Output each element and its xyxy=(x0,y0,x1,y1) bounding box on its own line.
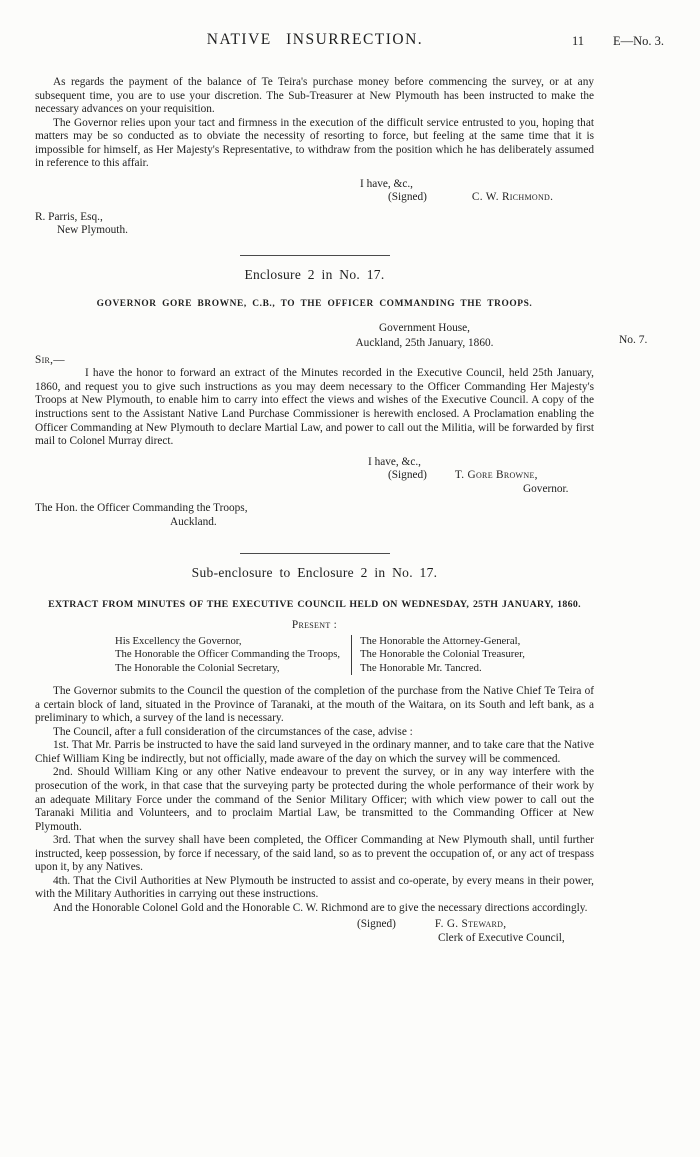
date-line: Auckland, 25th January, 1860. xyxy=(355,337,494,350)
present-member: The Honorable the Attorney-General, xyxy=(360,635,521,647)
minutes-closing: And the Honorable Colonel Gold and the Honorable C. W. Richmond are to give the necessary directions accordingly. xyxy=(53,901,588,914)
signed-label: (Signed) xyxy=(388,191,427,204)
present-label: Present : xyxy=(291,619,338,632)
present-member: The Honorable the Colonial Treasurer, xyxy=(360,648,525,661)
signature-block xyxy=(35,918,594,945)
enclosure-subheading: GOVERNOR GORE BROWNE, C.B., TO THE OFFICER COMMANDING THE TROOPS. xyxy=(96,299,533,310)
signature-line xyxy=(35,918,594,932)
present-member: His Excellency the Governor, xyxy=(115,635,242,647)
subenclosure-heading: Sub-enclosure to Enclosure 2 in No. 17. xyxy=(191,565,438,581)
document-body xyxy=(35,76,594,946)
signature-line xyxy=(35,469,594,483)
minutes-item: 3rd. That when the survey shall have been completed, the Officer Commanding at New Plymouth shall, until further instructed, keep possession, by force if necessary, of the said land, so as to prevent the occupation of, or any act of trespass upon it, by any Natives. xyxy=(35,834,594,874)
minutes-item: 4th. That the Civil Authorities at New Plymouth be instructed to assist and co-operate, by every means in their power, with the Military Authorities in carrying out these instructions. xyxy=(35,874,594,901)
valediction: I have, &c., xyxy=(360,177,414,190)
signatory-title: Governor. xyxy=(523,482,569,495)
sub-enclosure xyxy=(35,565,594,945)
addressee-line: Auckland. xyxy=(170,515,217,528)
addressee-line: New Plymouth. xyxy=(57,224,128,237)
doc-reference: E—No. 3. xyxy=(613,34,665,48)
letter-paragraph: The Governor relies upon your tact and firmness in the execution of the difficult service entrusted to you, hoping that matters may be so conducted as to obviate the necessity of resorting to force, but feeling at the same time that it is impossible for himself, as Her Majesty's Representative, to withdraw from the position which he has deliberately assumed in reference to this affair. xyxy=(35,116,594,170)
minutes-paragraph: The Governor submits to the Council the question of the completion of the purchase from the Native Chief Te Teira of a certain block of land, situated in the Province of Taranaki, at the mouth of the Waitara, on its South and left bank, as a preliminary to which, a survey of the land is necessary. xyxy=(35,685,594,725)
present-column-left xyxy=(115,635,352,675)
letter-richmond xyxy=(35,76,594,238)
signatory-name: F. G. Steward, xyxy=(434,918,507,931)
enclosure-2 xyxy=(35,267,594,529)
addressee-line: The Hon. the Officer Commanding the Troops, xyxy=(35,502,248,515)
signed-label: (Signed) xyxy=(357,918,396,931)
signatory-name: T. Gore Browne, xyxy=(454,469,538,482)
extract-heading: EXTRACT FROM MINUTES OF THE EXECUTIVE COUNCIL HELD ON WEDNESDAY, 25TH JANUARY, 1860. xyxy=(48,598,581,610)
signatory-name: C. W. Richmond. xyxy=(471,191,554,204)
salutation: Sir,— xyxy=(35,353,65,366)
place-date-block xyxy=(255,321,594,350)
letter-paragraph: As regards the payment of the balance of Te Teira's purchase money before commencing the survey, or at any subsequent time, you are to use your discretion. The Sub-Treasurer at New Plymouth has been instructed to make the necessary advances on your requisition. xyxy=(35,76,594,116)
present-member: The Honorable the Officer Commanding the Troops, xyxy=(115,648,341,661)
addressee-block xyxy=(35,211,594,238)
signed-label: (Signed) xyxy=(388,469,427,482)
signature-block xyxy=(35,178,594,205)
letter-paragraph: I have the honor to forward an extract of the Minutes recorded in the Executive Council, held 25th January, 1860, and request you to give such instructions as you may deem necessary to the Officer Commanding Her Majesty's Troops at New Plymouth, to enable him to carry into effect the views and wishes of the Executive Council. A copy of the instructions sent to the Assistant Native Land Purchase Commissioner is herewith enclosed. A Proclamation enabling the Officer Commanding at New Plymouth to declare Martial Law, and power to call out the Militia, will be forwarded by first mail to Colonel Murray direct. xyxy=(35,367,594,448)
signature-line xyxy=(35,191,594,205)
page-number: 11 xyxy=(572,34,585,48)
minutes-paragraph: The Council, after a full consideration of the circumstances of the case, advise : xyxy=(53,725,413,738)
present-member: The Honorable Mr. Tancred. xyxy=(360,661,482,674)
margin-note-no7: No. 7. xyxy=(619,334,648,346)
signatory-title: Clerk of Executive Council, xyxy=(438,931,565,944)
enclosure-heading: Enclosure 2 in No. 17. xyxy=(244,267,385,283)
valediction: I have, &c., xyxy=(368,455,422,468)
signature-block xyxy=(35,456,594,497)
section-divider xyxy=(240,553,390,554)
page-title: NATIVE INSURRECTION. xyxy=(206,31,424,48)
present-columns xyxy=(115,635,594,675)
present-member: The Honorable the Colonial Secretary, xyxy=(115,661,280,674)
addressee-block xyxy=(35,502,594,529)
minutes-item: 2nd. Should William King or any other Native endeavour to prevent the survey, or in any way interfere with the prosecution of the work, in that case that the surveying party be protected during the whole performance of their work by an adequate Military Force under the command of the Senior Military Officer; with which view power to call out the Taranaki Militia and Volunteers, and to proclaim Martial Law, be transmitted to the Commanding Officer at New Plymouth. xyxy=(35,766,594,833)
section-divider xyxy=(240,255,390,256)
addressee-line: R. Parris, Esq., xyxy=(35,210,103,223)
present-column-right xyxy=(352,635,525,675)
minutes-item: 1st. That Mr. Parris be instructed to have the said land surveyed in the ordinary manner, and to take care that the Native Chief William King be indirectly, but not officially, made aware of the day on which the survey will be commenced. xyxy=(35,739,594,765)
place-line: Government House, xyxy=(379,322,470,335)
